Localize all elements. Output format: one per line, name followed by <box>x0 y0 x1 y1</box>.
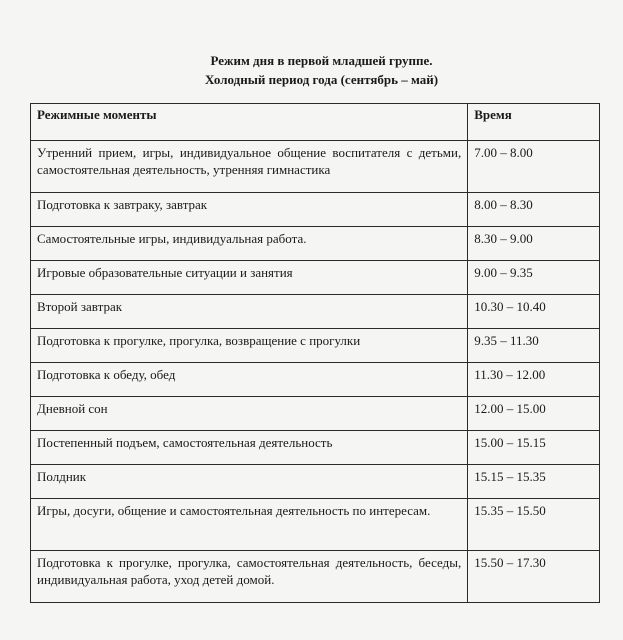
time-text: 15.35 – 15.50 <box>474 503 546 518</box>
table-row <box>31 363 600 397</box>
time-cell <box>468 397 600 431</box>
document-title: Режим дня в первой младшей группе. <box>210 53 433 68</box>
time-cell <box>468 465 600 499</box>
time-text: 15.15 – 15.35 <box>474 469 546 484</box>
time-cell <box>468 551 600 603</box>
time-text: 15.00 – 15.15 <box>474 435 546 450</box>
activity-text: Самостоятельные игры, индивидуальная работа. <box>37 231 307 246</box>
activity-text: Подготовка к прогулке, прогулка, возвращение с прогулки <box>37 333 361 348</box>
activity-text: Подготовка к завтраку, завтрак <box>37 197 208 212</box>
activity-cell <box>31 499 468 551</box>
activity-text: Второй завтрак <box>37 299 123 314</box>
time-text: 15.50 – 17.30 <box>474 555 546 570</box>
time-cell <box>468 431 600 465</box>
activity-text: Полдник <box>37 469 87 484</box>
activity-cell <box>31 141 468 193</box>
time-cell <box>468 295 600 329</box>
table-row <box>31 295 600 329</box>
time-text: 9.00 – 9.35 <box>474 265 533 280</box>
activity-cell <box>31 193 468 227</box>
table-row <box>31 397 600 431</box>
time-cell <box>468 261 600 295</box>
activity-cell <box>31 261 468 295</box>
activity-cell <box>31 551 468 603</box>
time-cell <box>468 329 600 363</box>
time-cell <box>468 193 600 227</box>
column-header-time: Время <box>468 104 600 141</box>
activity-text: Постепенный подъем, самостоятельная деятельность <box>37 435 333 450</box>
table-row <box>31 141 600 193</box>
table-row <box>31 193 600 227</box>
time-cell <box>468 141 600 193</box>
activity-text: Подготовка к обеду, обед <box>37 367 176 382</box>
column-header-activity: Режимные моменты <box>31 104 468 141</box>
table-row <box>31 431 600 465</box>
activity-cell <box>31 465 468 499</box>
activity-cell <box>31 397 468 431</box>
time-cell <box>468 363 600 397</box>
schedule-table <box>30 103 600 603</box>
time-text: 8.30 – 9.00 <box>474 231 533 246</box>
time-cell <box>468 499 600 551</box>
time-text: 7.00 – 8.00 <box>474 145 533 160</box>
time-text: 12.00 – 15.00 <box>474 401 546 416</box>
time-cell <box>468 227 600 261</box>
activity-text: Подготовка к прогулке, прогулка, самостоятельная деятельность, беседы, индивидуальная работа, уход детей домой. <box>37 555 462 587</box>
table-row <box>31 499 600 551</box>
time-text: 10.30 – 10.40 <box>474 299 546 314</box>
activity-text: Игровые образовательные ситуации и занятия <box>37 265 293 280</box>
time-text: 9.35 – 11.30 <box>474 333 539 348</box>
table-row <box>31 551 600 603</box>
activity-cell <box>31 329 468 363</box>
table-row <box>31 329 600 363</box>
document-subtitle: Холодный период года (сентябрь – май) <box>204 72 439 87</box>
activity-cell <box>31 363 468 397</box>
time-text: 11.30 – 12.00 <box>474 367 546 382</box>
table-row <box>31 227 600 261</box>
activity-text: Утренний прием, игры, индивидуальное общение воспитателя с детьми, самостоятельная деятельность, утренняя гимнастика <box>37 145 462 177</box>
activity-cell <box>31 227 468 261</box>
activity-cell <box>31 431 468 465</box>
table-header-row <box>31 104 600 141</box>
activity-cell <box>31 295 468 329</box>
table-row <box>31 465 600 499</box>
time-text: 8.00 – 8.30 <box>474 197 533 212</box>
activity-text: Дневной сон <box>37 401 108 416</box>
activity-text: Игры, досуги, общение и самостоятельная деятельность по интересам. <box>37 503 431 518</box>
table-row <box>31 261 600 295</box>
